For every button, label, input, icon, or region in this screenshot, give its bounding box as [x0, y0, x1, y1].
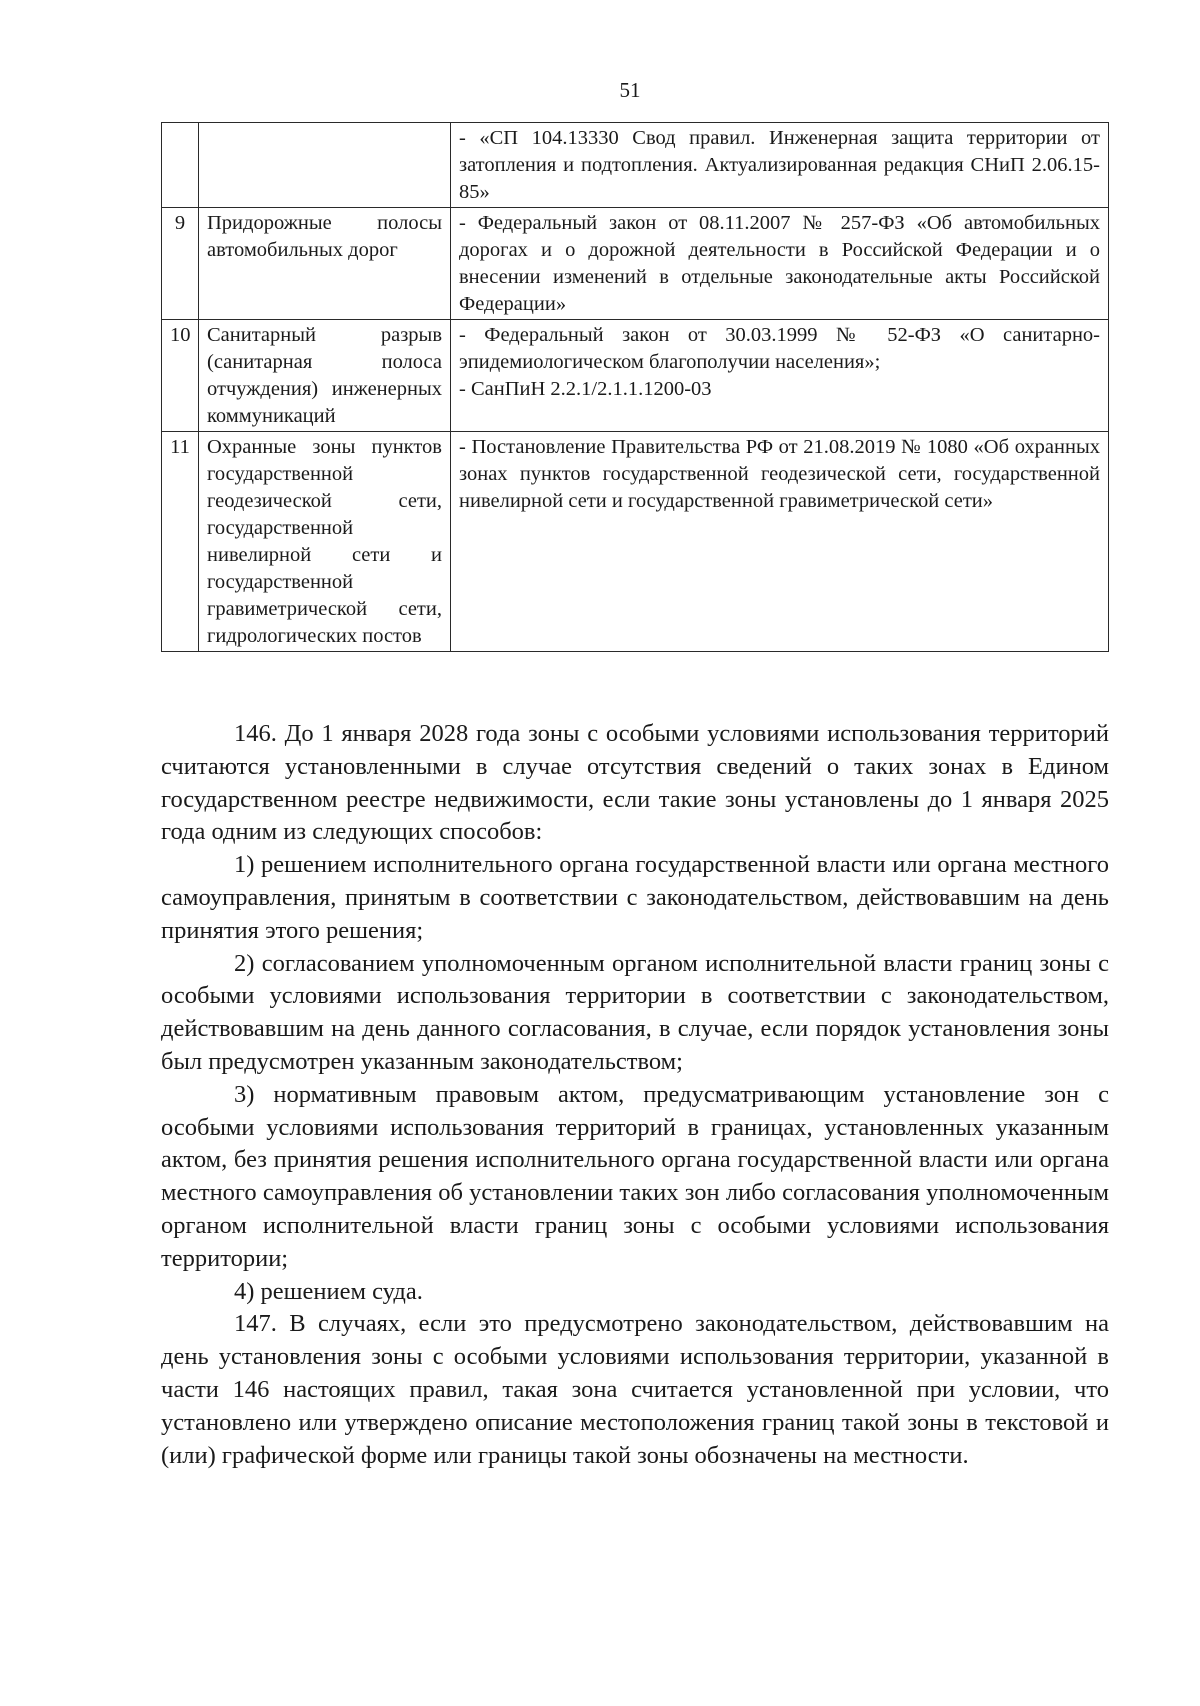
document-body [161, 718, 1109, 1472]
legal-basis-line: - Федеральный закон от 30.03.1999 № 52-ФЗ «О санитарно-эпидемиологическом благополучии населения»; [459, 324, 1100, 373]
row-number: 10 [162, 320, 199, 432]
list-item-1: 1) решением исполнительного органа государственной власти или органа местного самоуправления, принятым в соответствии с законодательством, действовавшим на день принятия этого решения; [161, 851, 1109, 944]
zones-table [161, 122, 1109, 652]
zone-name [199, 123, 451, 208]
table-row [162, 208, 1109, 320]
page-number: 51 [619, 78, 641, 102]
zone-name: Охранные зоны пунктов государственной геодезической сети, государственной нивелирной сети и государственной гравиметрической сети, гидрологических постов [199, 432, 451, 652]
table-row [162, 320, 1109, 432]
legal-basis [451, 320, 1109, 432]
row-number: 11 [162, 432, 199, 652]
list-item-4: 4) решением суда. [234, 1277, 423, 1305]
paragraph-146: 146. До 1 января 2028 года зоны с особыми условиями использования территорий считаются установленными в случае отсутствия сведений о таких зонах в Едином государственном реестре недвижимости, если такие зоны установлены до 1 января 2025 года одним из следующих способов: [161, 720, 1109, 846]
zone-name: Санитарный разрыв (санитарная полоса отчуждения) инженерных коммуникаций [199, 320, 451, 432]
table-row [162, 123, 1109, 208]
zone-name: Придорожные полосы автомобильных дорог [199, 208, 451, 320]
legal-basis: - Постановление Правительства РФ от 21.08.2019 № 1080 «Об охранных зонах пунктов государственной геодезической сети, государственной нивелирной сети и государственной гравиметрической сети» [451, 432, 1109, 652]
list-item-2: 2) согласованием уполномоченным органом исполнительной власти границ зоны с особыми условиями использования территории в соответствии с законодательством, действовавшим на день данного согласования, в случае, если порядок установления зоны был предусмотрен указанным законодательством; [161, 949, 1109, 1075]
row-number: 9 [162, 208, 199, 320]
list-item-3: 3) нормативным правовым актом, предусматривающим установление зон с особыми условиями использования территорий в границах, установленных указанным актом, без принятия решения исполнительного органа государственной власти или органа местного самоуправления об установлении таких зон либо согласования уполномоченным органом исполнительной власти границ зоны с особыми условиями использования территории; [161, 1080, 1109, 1272]
row-number [162, 123, 199, 208]
paragraph-147: 147. В случаях, если это предусмотрено законодательством, действовавшим на день установления зоны с особыми условиями использования территории, указанной в части 146 настоящих правил, такая зона считается установленной при условии, что установлено или утверждено описание местоположения границ такой зоны в текстовой и (или) графической форме или границы такой зоны обозначены на местности. [161, 1310, 1109, 1469]
legal-basis: - Федеральный закон от 08.11.2007 № 257-ФЗ «Об автомобильных дорогах и о дорожной деятельности в Российской Федерации и о внесении изменений в отдельные законодательные акты Российской Федерации» [451, 208, 1109, 320]
table-row [162, 432, 1109, 652]
legal-basis-line: - СанПиН 2.2.1/2.1.1.1200-03 [459, 378, 712, 400]
legal-basis: - «СП 104.13330 Свод правил. Инженерная защита территории от затопления и подтопления. Актуализированная редакция СНиП 2.06.15-85» [451, 123, 1109, 208]
